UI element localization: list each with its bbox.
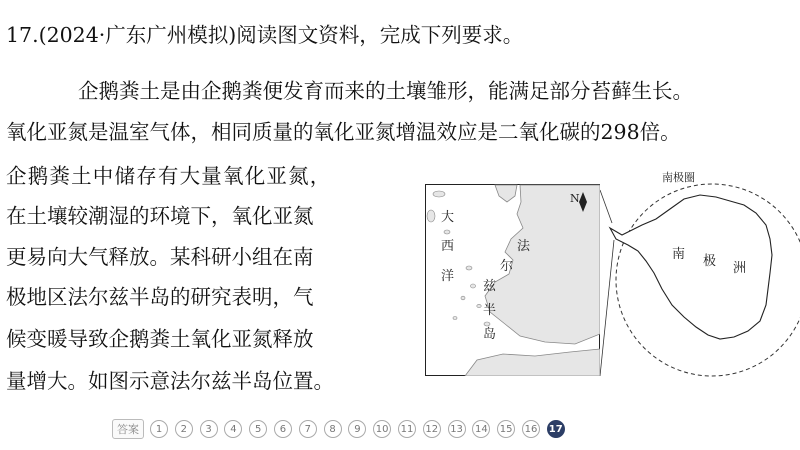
continent-label-3: 洲 [733,261,747,276]
peninsula-label-5: 岛 [483,327,497,342]
pointer-line-top [600,190,612,223]
continent-label-2: 极 [703,254,717,269]
circle-label: 南极圈 [662,171,695,184]
ocean-label-3: 洋 [441,269,455,284]
paragraph-line-7: 候变暖导致企鹅粪土氧化亚氮释放 [6,327,314,351]
question-nav-11[interactable]: 11 [398,420,416,438]
paragraph-line-2: 氧化亚氮是温室气体，相同质量的氧化亚氮增温效应是二氧化碳的298倍。 [6,120,681,144]
question-nav-7[interactable]: 7 [299,420,317,438]
paragraph-line-3: 企鹅粪土中储存有大量氧化亚氮， [6,164,332,188]
pointer-line-bottom [600,240,614,376]
question-nav-17-active[interactable]: 17 [547,420,565,438]
question-nav-2[interactable]: 2 [175,420,193,438]
peninsula-label-4: 半 [483,303,497,318]
ocean-label-2: 西 [441,239,455,254]
answer-button[interactable]: 答案 [112,419,144,439]
question-nav-15[interactable]: 15 [497,420,515,438]
continent-label-1: 南 [672,247,686,262]
question-nav-14[interactable]: 14 [472,420,490,438]
question-nav-4[interactable]: 4 [224,420,242,438]
question-nav-6[interactable]: 6 [274,420,292,438]
paragraph-line-6: 极地区法尔兹半岛的研究表明，气 [6,285,314,309]
question-nav-1[interactable]: 1 [150,420,168,438]
question-header: 17.(2024·广东广州模拟)阅读图文资料，完成下列要求。 [6,23,524,47]
answer-nav-bar [112,418,572,440]
question-nav-16[interactable]: 16 [522,420,540,438]
question-nav-8[interactable]: 8 [324,420,342,438]
peninsula-map [425,184,600,376]
question-nav-10[interactable]: 10 [373,420,391,438]
antarctica-continent [610,195,772,339]
question-nav-13[interactable]: 13 [448,420,466,438]
question-nav-3[interactable]: 3 [200,420,218,438]
antarctica-globe [600,165,800,380]
north-label: N [570,192,580,205]
paragraph-line-8: 量增大。如图示意法尔兹半岛位置。 [6,369,334,393]
peninsula-label-1: 法 [517,239,531,254]
question-nav-9[interactable]: 9 [348,420,366,438]
paragraph-line-1: 企鹅粪土是由企鹅粪便发育而来的土壤雏形，能满足部分苔藓生长。 [78,79,693,103]
ocean-label-1: 大 [441,210,455,225]
question-nav-12[interactable]: 12 [423,420,441,438]
paragraph-line-4: 在土壤较潮湿的环境下，氧化亚氮 [6,204,314,228]
question-nav-5[interactable]: 5 [249,420,267,438]
peninsula-label-3: 兹 [483,279,497,294]
paragraph-line-5: 更易向大气释放。某科研小组在南 [6,245,314,269]
peninsula-label-2: 尔 [500,259,514,274]
